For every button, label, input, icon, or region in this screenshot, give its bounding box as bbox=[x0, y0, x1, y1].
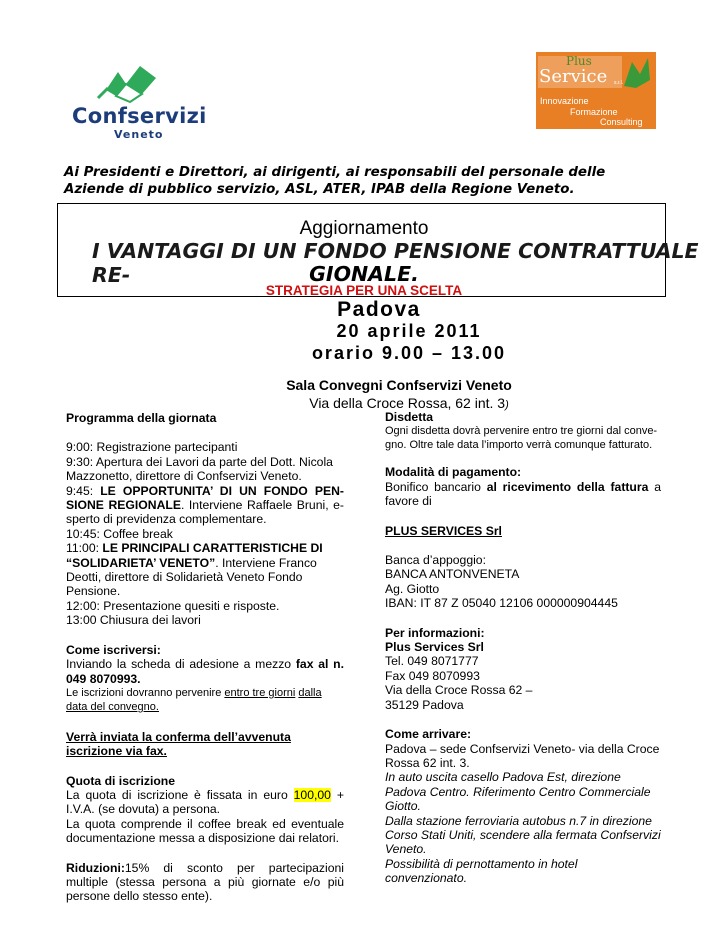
event-date: 20 aprile 2011 bbox=[336, 321, 482, 341]
enroll-text-pre: Inviando la scheda di adesione a mezzo bbox=[66, 657, 296, 672]
event-address-text: Via della Croce Rossa, 62 int. 3 bbox=[309, 395, 506, 411]
payment-text-bold: al ricevimento della fattura bbox=[486, 479, 649, 494]
bank-label: Banca d’appoggio: bbox=[385, 553, 486, 568]
title-strategy: STRATEGIA PER UNA SCELTA bbox=[265, 283, 463, 298]
green-leaf-book-icon bbox=[622, 56, 652, 90]
payment-title: Modalità di pagamento: bbox=[385, 465, 522, 480]
title-update: Aggiornamento bbox=[299, 218, 429, 239]
event-city: Padova bbox=[337, 298, 421, 321]
stylized-open-book-icon bbox=[96, 60, 166, 104]
recipients-line: Ai Presidenti e Direttori, ai dirigenti, ai responsabili del personale delle Aziende di pubblico servizio, ASL, ATER, IPAB della Regione Veneto. bbox=[64, 165, 606, 197]
plus-word: Plus bbox=[566, 54, 592, 68]
event-time: orario 9.00 – 13.00 bbox=[311, 343, 507, 363]
payment-text-pre: Bonifico bancario bbox=[385, 479, 487, 494]
payment-text bbox=[385, 480, 661, 509]
company-name: PLUS SERVICES Srl bbox=[385, 523, 502, 538]
arrive-train: Dalla stazione ferroviaria autobus n.7 in direzione Corso Stati Uniti, scendere alla fermata Confservizi Veneto. bbox=[385, 813, 661, 857]
fee-amount: 100,00 bbox=[293, 787, 331, 802]
bank-name: BANCA ANTONVENETA bbox=[385, 567, 520, 582]
logo-line-consulting: Consulting bbox=[600, 117, 643, 127]
fee-title: Quota di iscrizione bbox=[66, 773, 176, 788]
program-item-speaker: . Interviene Raffaele Bruni, e-sperto di previdenza complementare. bbox=[66, 498, 344, 527]
info-company: Plus Services Srl bbox=[385, 640, 484, 655]
plus-services-logo bbox=[536, 52, 656, 129]
service-word: Service bbox=[539, 66, 608, 87]
confservizi-wordmark: Confservizi bbox=[72, 104, 207, 128]
discount-label: Riduzioni: bbox=[66, 860, 125, 875]
enroll-note-u1: entro tre giorni bbox=[224, 686, 296, 699]
info-cap: 35129 Padova bbox=[385, 697, 464, 712]
title-main-line1: I VANTAGGI DI UN FONDO PENSIONE CONTRATTUALE RE- bbox=[92, 239, 699, 287]
fee-includes: La quota comprende il coffee break ed eventuale documentazione messa a disposizione dai relatori. bbox=[66, 816, 344, 846]
program-item bbox=[66, 541, 344, 599]
title-main-line2: GIONALE. bbox=[309, 262, 419, 286]
enroll-note-u2: dalla data del convegno. bbox=[66, 686, 322, 714]
program-item-title: LE PRINCIPALI CARATTERISTICHE DI “SOLIDARIETA’ VENETO” bbox=[66, 541, 323, 570]
program-item-time: 9:45: bbox=[66, 483, 101, 498]
logo-line-innovazione: Innovazione bbox=[540, 96, 589, 106]
info-street: Via della Croce Rossa 62 – bbox=[385, 683, 533, 698]
cancel-title: Disdetta bbox=[385, 410, 434, 424]
program-item bbox=[66, 484, 344, 527]
program-item-title: LE OPPORTUNITA’ DI UN FONDO PEN-SIONE REGIONALE bbox=[66, 483, 344, 513]
program-item: 10:45: Coffee break bbox=[66, 526, 173, 541]
cancel-text: Ogni disdetta dovrà pervenire entro tre giorni dal conve-gno. Oltre tale data l’importo verrà comunque fatturato. bbox=[385, 425, 658, 452]
confirm-note: Verrà inviata la conferma dell’avvenuta iscrizione via fax. bbox=[66, 729, 291, 759]
program-item: 12:00: Presentazione quesiti e risposte. bbox=[66, 598, 280, 613]
logo-line-formazione: Formazione bbox=[570, 107, 618, 117]
arrive-car: In auto uscita casello Padova Est, direzione Padova Centro. Riferimento Centro Commerciale Giotto. bbox=[385, 770, 651, 814]
program-item: 13:00 Chiusura dei lavori bbox=[66, 613, 201, 628]
enroll-note bbox=[66, 686, 344, 715]
program-title: Programma della giornata bbox=[66, 411, 217, 425]
confservizi-logo bbox=[72, 60, 207, 141]
fee-text-post: + I.V.A. (se dovuta) a persona. bbox=[66, 787, 344, 817]
info-title: Per informazioni: bbox=[385, 625, 485, 640]
left-column bbox=[66, 411, 344, 904]
confservizi-sub: Veneto bbox=[114, 128, 164, 141]
event-address-suffix: ) bbox=[505, 399, 509, 411]
enroll-note-a: Le iscrizioni dovranno pervenire bbox=[66, 686, 225, 699]
hotel-note: Possibilità di pernottamento in hotel convenzionato. bbox=[385, 856, 578, 886]
discount-body: 15% di sconto per partecipazioni multiple (stessa persona a più giornate e/o più persone dello stesso ente). bbox=[66, 860, 344, 904]
fee-text-pre: La quota di iscrizione è fissata in euro bbox=[66, 787, 294, 802]
info-tel: Tel. 049 8071777 bbox=[385, 654, 479, 669]
program-item: 9:00: Registrazione partecipanti bbox=[66, 440, 238, 455]
program-item: 9:30: Apertura dei Lavori da parte del Dott. Nicola Mazzonetto, direttore di Confservizi Veneto. bbox=[66, 454, 333, 484]
payment-text-post: a favore di bbox=[385, 479, 661, 509]
bank-branch: Ag. Giotto bbox=[385, 581, 440, 596]
enroll-title: Come iscriversi: bbox=[66, 642, 161, 657]
iban: IBAN: IT 87 Z 05040 12106 000000904445 bbox=[385, 596, 618, 611]
program-item-time: 11:00: bbox=[66, 541, 103, 556]
event-venue: Sala Convegni Confservizi Veneto bbox=[286, 377, 512, 393]
arrive-title: Come arrivare: bbox=[385, 727, 472, 742]
fee-text bbox=[66, 788, 344, 817]
right-column bbox=[385, 410, 661, 886]
enroll-fax: fax al n. 049 8070993. bbox=[66, 657, 344, 686]
info-fax: Fax 049 8070993 bbox=[385, 668, 480, 683]
program-item-speaker: . Interviene Franco Deotti, direttore di Solidarietà Veneto Fondo Pensione. bbox=[66, 555, 317, 599]
srl-mark: s.r.l. bbox=[614, 80, 624, 86]
arrive-text: Padova – sede Confservizi Veneto- via della Croce Rossa 62 int. 3. bbox=[385, 741, 660, 770]
event-address bbox=[0, 395, 728, 411]
discount-text bbox=[66, 861, 344, 904]
enroll-text bbox=[66, 657, 344, 686]
